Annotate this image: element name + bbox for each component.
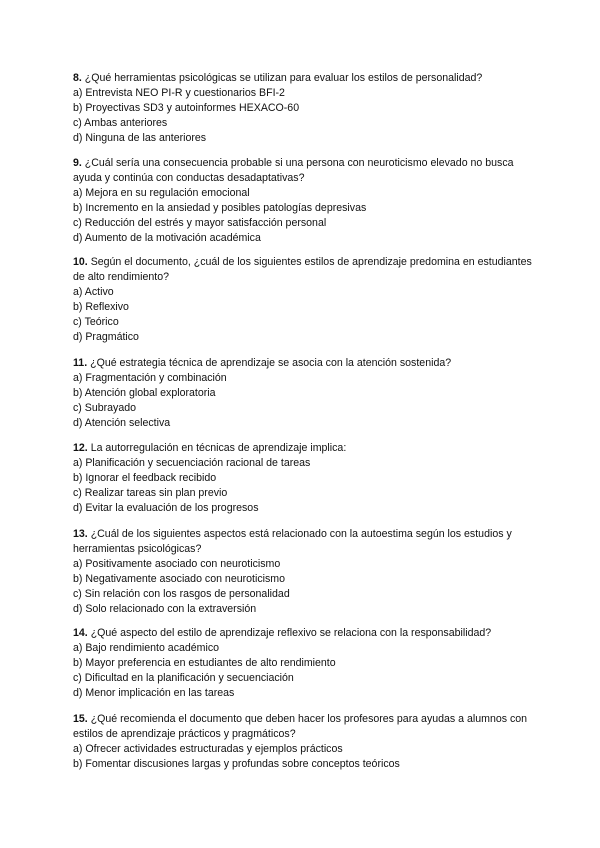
- question-stem: [73, 441, 543, 456]
- option-c: c) Sin relación con los rasgos de personalidad: [73, 587, 290, 600]
- question-text: ¿Cuál de los siguientes aspectos está relacionado con la autoestima según los estudios y herramientas psicológicas?: [73, 528, 512, 555]
- question-text: ¿Qué estrategia técnica de aprendizaje se asocia con la atención sostenida?: [90, 357, 452, 369]
- option-b: b) Proyectivas SD3 y autoinformes HEXACO-60: [73, 101, 300, 114]
- option-b: b) Ignorar el feedback recibido: [73, 471, 217, 484]
- option-a: a) Bajo rendimiento académico: [73, 641, 220, 654]
- option-b: b) Fomentar discusiones largas y profundas sobre conceptos teóricos: [73, 757, 400, 770]
- option-a: a) Fragmentación y combinación: [73, 371, 227, 384]
- question-text: ¿Qué recomienda el documento que deben hacer los profesores para ayudas a alumnos con estilos de aprendizaje prácticos y pragmáticos?: [73, 713, 528, 740]
- option-a: a) Entrevista NEO PI-R y cuestionarios BFI-2: [73, 86, 285, 99]
- option-a: a) Ofrecer actividades estructuradas y ejemplos prácticos: [73, 742, 343, 755]
- question-number: 14.: [73, 627, 88, 639]
- question-10: [73, 255, 543, 344]
- question-number: 11.: [73, 357, 88, 369]
- option-b: b) Reflexivo: [73, 300, 129, 313]
- option-list: [73, 186, 543, 246]
- option-d: d) Menor implicación en las tareas: [73, 686, 235, 699]
- option-d: d) Aumento de la motivación académica: [73, 231, 261, 244]
- question-number: 9.: [73, 157, 82, 169]
- question-stem: [73, 356, 543, 371]
- option-d: d) Solo relacionado con la extraversión: [73, 602, 257, 615]
- question-15: [73, 712, 543, 772]
- question-stem: [73, 156, 543, 186]
- option-d: d) Evitar la evaluación de los progresos: [73, 501, 259, 514]
- option-a: a) Positivamente asociado con neuroticismo: [73, 557, 281, 570]
- question-number: 10.: [73, 256, 88, 268]
- option-a: a) Planificación y secuenciación racional de tareas: [73, 456, 311, 469]
- option-b: b) Mayor preferencia en estudiantes de alto rendimiento: [73, 656, 336, 669]
- option-d: d) Atención selectiva: [73, 416, 171, 429]
- option-d: d) Pragmático: [73, 330, 139, 343]
- option-list: [73, 86, 543, 146]
- option-c: c) Teórico: [73, 315, 119, 328]
- question-14: [73, 626, 543, 701]
- option-b: b) Atención global exploratoria: [73, 386, 216, 399]
- question-8: [73, 71, 543, 146]
- question-9: [73, 156, 543, 245]
- question-stem: [73, 255, 543, 285]
- question-number: 15.: [73, 713, 88, 725]
- option-c: c) Realizar tareas sin plan previo: [73, 486, 228, 499]
- option-c: c) Ambas anteriores: [73, 116, 168, 129]
- option-d: d) Ninguna de las anteriores: [73, 131, 207, 144]
- option-list: [73, 557, 543, 617]
- question-number: 12.: [73, 442, 88, 454]
- question-stem: [73, 626, 543, 641]
- question-text: Según el documento, ¿cuál de los siguientes estilos de aprendizaje predomina en estudiantes de alto rendimiento?: [73, 256, 532, 283]
- question-13: [73, 527, 543, 616]
- option-a: a) Mejora en su regulación emocional: [73, 186, 250, 199]
- option-list: [73, 641, 543, 701]
- question-number: 13.: [73, 528, 88, 540]
- question-stem: [73, 71, 543, 86]
- option-list: [73, 456, 543, 516]
- question-stem: [73, 712, 543, 742]
- option-c: c) Subrayado: [73, 401, 137, 414]
- question-stem: [73, 527, 543, 557]
- question-text: ¿Qué herramientas psicológicas se utilizan para evaluar los estilos de personalidad?: [84, 72, 483, 84]
- question-text: ¿Cuál sería una consecuencia probable si una persona con neuroticismo elevado no busca ayuda y continúa con conductas desadaptativas?: [73, 157, 514, 184]
- option-c: c) Reducción del estrés y mayor satisfacción personal: [73, 216, 327, 229]
- question-12: [73, 441, 543, 516]
- question-text: La autorregulación en técnicas de aprendizaje implica:: [90, 442, 347, 454]
- option-list: [73, 371, 543, 431]
- option-b: b) Incremento en la ansiedad y posibles patologías depresivas: [73, 201, 367, 214]
- question-11: [73, 356, 543, 431]
- option-list: [73, 285, 543, 345]
- option-b: b) Negativamente asociado con neuroticismo: [73, 572, 285, 585]
- question-number: 8.: [73, 72, 82, 84]
- option-a: a) Activo: [73, 285, 114, 298]
- question-text: ¿Qué aspecto del estilo de aprendizaje reflexivo se relaciona con la responsabilidad?: [90, 627, 492, 639]
- option-c: c) Dificultad en la planificación y secuenciación: [73, 671, 294, 684]
- option-list: [73, 742, 543, 772]
